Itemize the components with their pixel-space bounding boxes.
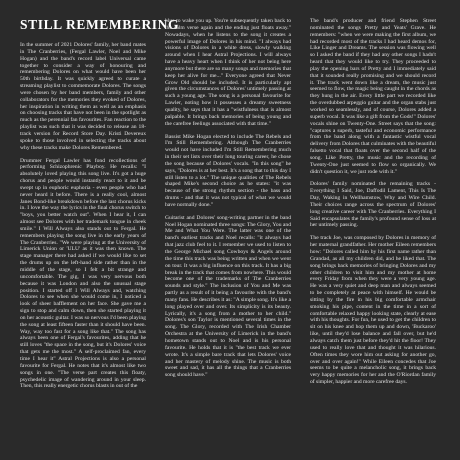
article-title: STILL REMEMBERING	[20, 17, 180, 32]
paragraph: The band's producer and friend Stephen Street nominated the songs Pretty and Yeats' Grave. He remembers: "when we were making the first album, we had recorded most of the tracks I had heard demos for, Like Linger and Dreams. The session was flowing well so I asked the band if they had any other songs I hadn't heard that they would like to try. They proceeded to play the opening bars of Pretty and I immediately said that it sounded really promising and we should record it. The track went down like a dream, the music just seemed to flow, the magic being caught in the chords as they hung in the air. Every little part we recorded like the overdubbed arpeggio guitar and the organ stabs just worked so seamlessly, and of course, Dolores added a superb vocal. It was like a gift from the Gods!" Dolores' vocals shine on Twenty-One. Street says that the song: "captures a superb, tasteful and economic performance from the band along with a fantastic wistful vocal delivery from Dolores that culminates with the beautiful falsetto vocal that floats over the second half of the song. Like Pretty, the music and the recording of Twenty-One just seemed to flow so organically. We didn't question it, we just rode with it."	[310, 18, 436, 175]
paragraph: blue to wake you up. You're subsequently taken back to the calm verse again and the ending just floats away." Nowadays, when he listens to the song it creates a powerful image of Dolores in his mind. "I always had visions of Dolores in a white dress, slowly walking around when I hear Astral Projections. I will always have a heavy heart when I think of her not being here anymore but there are so many songs and memories that keep her alive for me..." Everyone agreed that Never Grow Old should be included. It is particularly apt given the circumstances of Dolores' untimely passing at such a young age. The song is a personal favourite for Lawler, noting how it possesses a dreamy sweetness quality, he says that it has a "wistfulness that is almost palpable. It brings back memories of being young and the carefree feelings associated with that time."	[165, 18, 291, 127]
paragraph: Dolores' family nominated the remaining tracks - Everything I Said, Joe, Daffodil Lament, This Is The Day, Waking in Wellhamstow, Why and Wire Child. Their choices range across the spectrum of Dolores' long creative career with The Cranberries. Everything I Said encapsulates the family's profound sense of loss at her untimely passing.	[310, 181, 436, 229]
text-column-2	[165, 18, 291, 452]
paragraph: In the summer of 2021 Dolores' family, her band mates in The Cranberries, (Fergal Lawler, Noel and Mike Hogan) and the band's record label Universal came together to consider a way of honouring and remembering Dolores on what would have been her 50th birthday. It was quickly agreed to curate a streaming playlist to commemorate Dolores. The songs were chosen by her band members, family and other collaborators for the memories they evoked of Dolores, her inspiration in writing them as well as an emphasis on choosing tracks that have not been in the spotlight as much as the perennial fan favourites. Fan reaction to the playlist was such that it was decided to release an 18-track version for Record Store Day. Kristi Devereux spoke to those involved in selecting the tracks about why these tracks make Dolores Remembered.	[20, 42, 146, 151]
paragraph: Bassist Mike Hogan elected to include The Rebels and I'm Still Remembering. Although The Cranberries would not have included I'm Still Remembering much in their set lists over their long touring career, he chose the song because of Dolores' vocals. "In this song" he says, "Dolores is at her best. It's a song that to this day I still listen to a lot." The unique qualities of The Rebels shaped Mike's second choice as he states: "it was because of the strong rhythm section - the bass and drums - and that it was not typical of what we would have normally done."	[165, 133, 291, 208]
paragraph: Drummer Fergal Lawler has fond recollections of performing Schizophrenic Playboy. He recalls: "I absolutely loved playing this song live. It's got a huge chorus and people would instantly react to it and be swept up in euphoric euphoria - even people who had never heard it before. There is a really cool, almost Janes Bond-like breakdown before the last chorus kicks in. I love the way the lyrics in the final chorus switch to "boys, you better watch out". When I hear it, I can almost see Dolores with her trademark tongue in cheek smile." I Will Always also stands out to Fergal. He remembers playing the song live in the early years of The Cranberries. "We were playing at the University of Limerick Union or 'ULU' as it was then known. The stage manager there had asked if we would like to set the drums up on the left-hand side rather than in the middle of the stage, so I felt a bit strange and uncomfortable. The gig, I was very nervous both because it was London and also the unusual stage position. I started off I Will Always and, watching Dolores to see when she would come in, I noticed a look of sheer bafflement on her face. She gave me a sign to stop and calm down, then she started playing it on her acoustic guitar. I was so nervous I'd been playing the song at least fifteen faster than it should have been. Way, way too fast for a song like that." The song has always been one of Fergal's favourites, adding that he still loves "the space in the song, but it's Dolores' voice that gets me the most." A self-proclaimed fan, every time I hear it" Astral Projections is also a personal favourite for Fergal. He notes that it's almost like two songs in one. "The verse part creates this floaty, psychedelic image of wandering around in your sleep. Then, this really energetic chorus blasts in out of the	[20, 157, 146, 390]
paragraph: Guitarist and Dolores' song-writing partner in the band Noel Hogan nominated three songs: The Glory, You and Me and What You Were. The latter was one of the band's earliest tracks and Noel recalls: "it always had that jazz club feel to it. I remember we used to listen to the George Michael song Cowboys & Angels around the time this track was being written and when we went on tour. It was a big influence on this track. It has a big break in the track that comes from nowhere. This would become one of the trademarks of The Cranberries sounds and style." The inclusion of You and Me was partly as a result of it being a favourite with the band's many fans. He describes it as: "A simple song. It's like a long played over and over. Its simplicity is its beauty. Lyrically, it's a song from a mother to her child." Dolores's son Taylor is mentioned several times in the song. The Glory, recorded with The Irish Chamber Orchestra at the University of Limerick in the band's hometown stands out to Noel and is his personal favourite. He holds that it is "the best track we ever wrote. It's a simple bare track that lets Dolores' voice and her mastery of melody shine. The music is both sweet and sad, it has all the things that a Cranberries song should have."	[165, 214, 291, 379]
text-column-1	[20, 42, 146, 452]
paragraph: The track Joe, was composed by Dolores in memory of her maternal grandfather. Her mother Eileen remembers how: "Dolores called him by his first name rather than Grandad, as all my children did, and he liked that. The song brings back memories of bringing Dolores and my other children to visit him and my mother at home every Friday from when they were a very young age. He was a very quiet and deep man and always seemed to be completely at peace with himself. He would be sitting by the fire in his big comfortable armchair smoking his pipe, content in the time in a sort of comfortable relaxed happy looking state, clearly at ease with his thoughts. For fun, he used to get the children to sit on his knee and hop them up and down, 'Buckaroo' like, until they'd lose balance and fall over, but he'd always catch them just before they'd hit the floor! They used to really love that and thought it was hilarious. Often times they wore him out asking for another go, over and over again!" While Eileen concedes that Joe seems to be quite a melancholic song, it brings back very happy memories for her and the O'Riordan family of simpler, happier and more carefree days.	[310, 235, 436, 386]
text-column-3	[310, 18, 436, 452]
